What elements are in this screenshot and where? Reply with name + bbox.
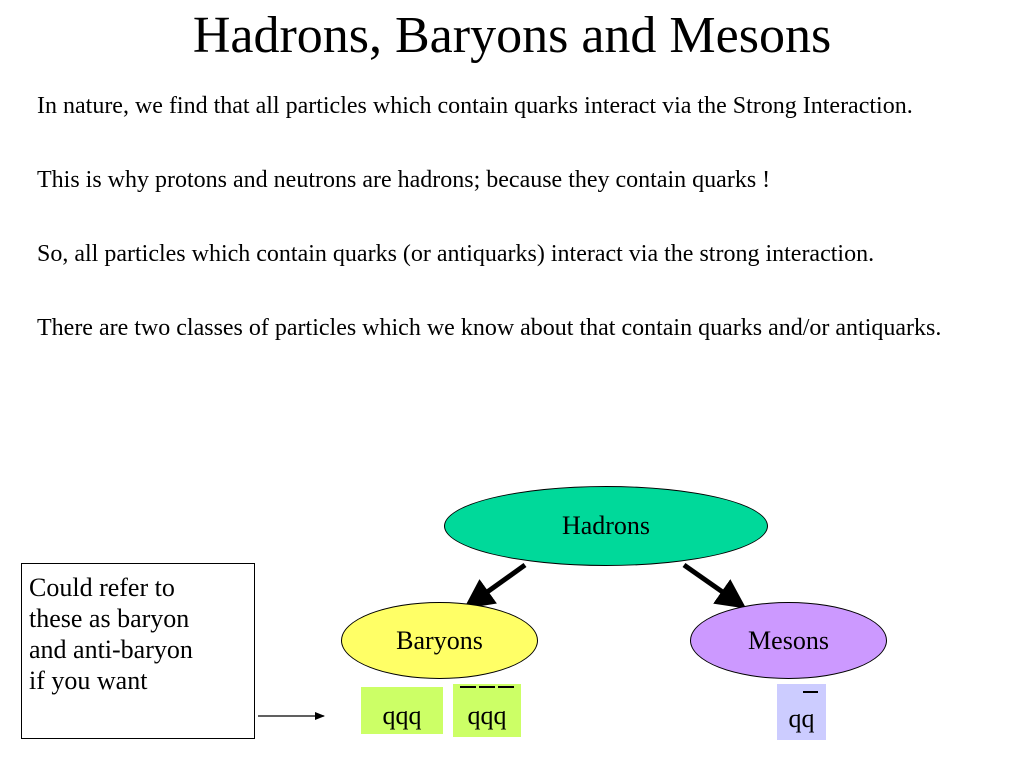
mesons-node: Mesons (690, 602, 887, 679)
antibaryon-quarks-text: qqq (467, 701, 507, 730)
note-box (21, 563, 255, 739)
antiquark-bars-icon (453, 684, 521, 704)
baryons-node: Baryons (341, 602, 538, 679)
baryon-quark-content (361, 687, 443, 734)
arrow-hadrons-to-baryons (476, 565, 525, 600)
slide-title: Hadrons, Baryons and Mesons (192, 7, 832, 64)
paragraph-1: In nature, we find that all particles which contain quarks interact via the Strong Interaction. (37, 93, 913, 119)
meson-quark-content (777, 684, 826, 740)
hadrons-node: Hadrons (444, 486, 768, 566)
paragraph-4: There are two classes of particles which we know about that contain quarks and/or antiquarks. (37, 315, 942, 341)
antibaryon-quark-content (453, 684, 521, 737)
paragraph-2: This is why protons and neutrons are hadrons; because they contain quarks ! (37, 167, 771, 193)
antiquark-bar-icon (777, 684, 826, 704)
note-line-2: these as baryon (29, 604, 190, 633)
baryon-quarks-text: qqq (382, 701, 422, 730)
note-line-3: and anti-baryon (29, 635, 193, 664)
body-text (37, 88, 1007, 384)
meson-quarks-text: qq (788, 704, 815, 733)
arrow-hadrons-to-mesons (684, 565, 734, 600)
note-line-4: if you want (29, 666, 148, 695)
note-line-1: Could refer to (29, 573, 175, 602)
paragraph-3: So, all particles which contain quarks (or antiquarks) interact via the strong interaction. (37, 241, 875, 267)
